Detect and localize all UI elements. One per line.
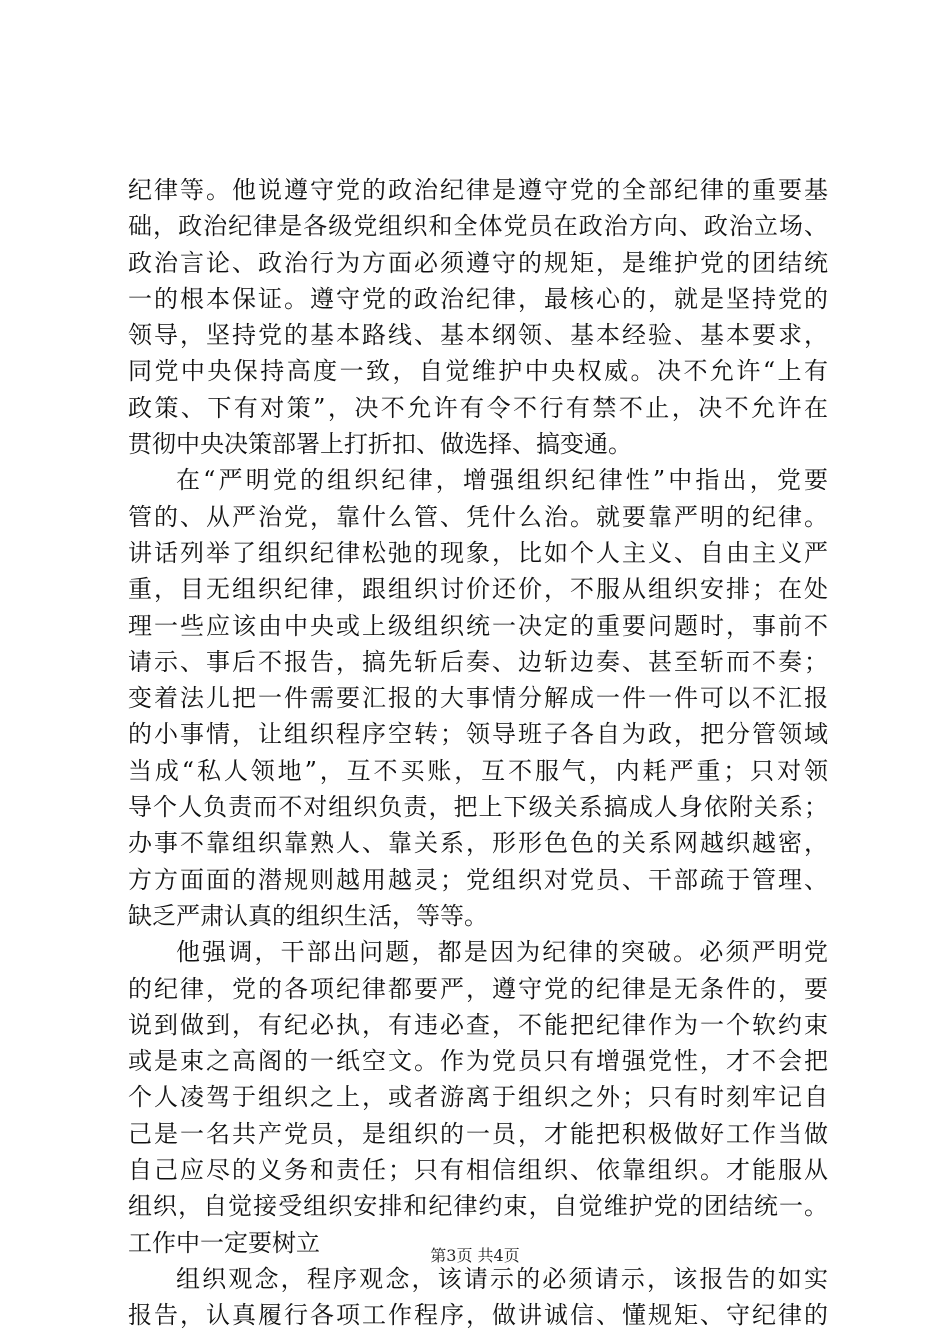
text-line: 础，政治纪律是各级党组织和全体党员在政治方向、政治立场、 [128,212,828,241]
paragraph-political-discipline [128,172,828,462]
text-line: 个人凌驾于组织之上，或者游离于组织之外；只有时刻牢记自 [128,1083,828,1112]
text-line: 当成“私人领地”，互不买账，互不服气，内耗严重；只对领 [128,756,828,785]
text-line: 领导，坚持党的基本路线、基本纲领、基本经验、基本要求， [128,321,828,350]
text-line: 说到做到，有纪必执，有违必查，不能把纪律作为一个软约束 [128,1010,828,1039]
text-line: 纪律等。他说遵守党的政治纪律是遵守党的全部纪律的重要基 [128,176,828,204]
text-line: 重，目无组织纪律，跟组织讨价还价，不服从组织安排；在处 [128,575,828,604]
text-line: 政策、下有对策”，决不允许有令不行有禁不止，决不允许在 [128,393,828,422]
text-line: 己是一名共产党员，是组织的一员，才能把积极做好工作当做 [128,1119,828,1148]
text-line: 政治言论、政治行为方面必须遵守的规矩，是维护党的团结统 [128,248,828,277]
text-line: 同党中央保持高度一致，自觉维护中央权威。决不允许“上有 [128,357,828,386]
page-number-footer: 第3页 共4页 [430,1246,520,1265]
paragraph-cadre-discipline [128,934,828,1261]
text-line: 报告，认真履行各项工作程序，做讲诚信、懂规矩、守纪律的 [128,1301,828,1330]
text-line: 的小事情，让组织程序空转；领导班子各自为政，把分管领域 [128,720,828,749]
text-line: 的纪律，党的各项纪律都要严，遵守党的纪律是无条件的，要 [128,974,828,1003]
paragraph-organizational-concept [128,1261,828,1334]
text-line: 组织观念，程序观念，该请示的必须请示，该报告的如实 [176,1264,828,1293]
body-text [128,172,828,1334]
text-line: 组织，自觉接受组织安排和纪律约束，自觉维护党的团结统一。 [128,1192,828,1221]
text-line: 办事不靠组织靠熟人、靠关系，形形色色的关系网越织越密， [128,829,828,858]
text-line: 自己应尽的义务和责任；只有相信组织、依靠组织。才能服从 [128,1156,828,1185]
text-line: 缺乏严肃认真的组织生活，等等。 [128,901,488,930]
text-line: 或是束之高阁的一纸空文。作为党员只有增强党性，才不会把 [128,1047,828,1076]
text-line: 在“严明党的组织纪律，增强组织纪律性”中指出，党要 [176,466,828,495]
text-line: 一的根本保证。遵守党的政治纪律，最核心的，就是坚持党的 [128,284,828,313]
text-line: 请示、事后不报告，搞先斩后奏、边斩边奏、甚至斩而不奏； [128,647,828,676]
text-line: 方方面面的潜规则越用越灵；党组织对党员、干部疏于管理、 [128,865,828,894]
text-line: 他强调，干部出问题，都是因为纪律的突破。必须严明党 [176,938,828,967]
text-line: 变着法儿把一件需要汇报的大事情分解成一件一件可以不汇报 [128,684,828,713]
paragraph-organizational-discipline [128,462,828,934]
text-line: 工作中一定要树立 [128,1228,320,1257]
text-line: 讲话列举了组织纪律松弛的现象，比如个人主义、自由主义严 [128,538,828,567]
text-line: 贯彻中央决策部署上打折扣、做选择、搞变通。 [128,430,632,459]
text-line: 理一些应该由中央或上级组织统一决定的重要问题时，事前不 [128,611,828,640]
text-line: 管的、从严治党，靠什么管、凭什么治。就要靠严明的纪律。 [128,502,828,531]
text-line: 导个人负责而不对组织负责，把上下级关系搞成人身依附关系； [128,793,828,822]
